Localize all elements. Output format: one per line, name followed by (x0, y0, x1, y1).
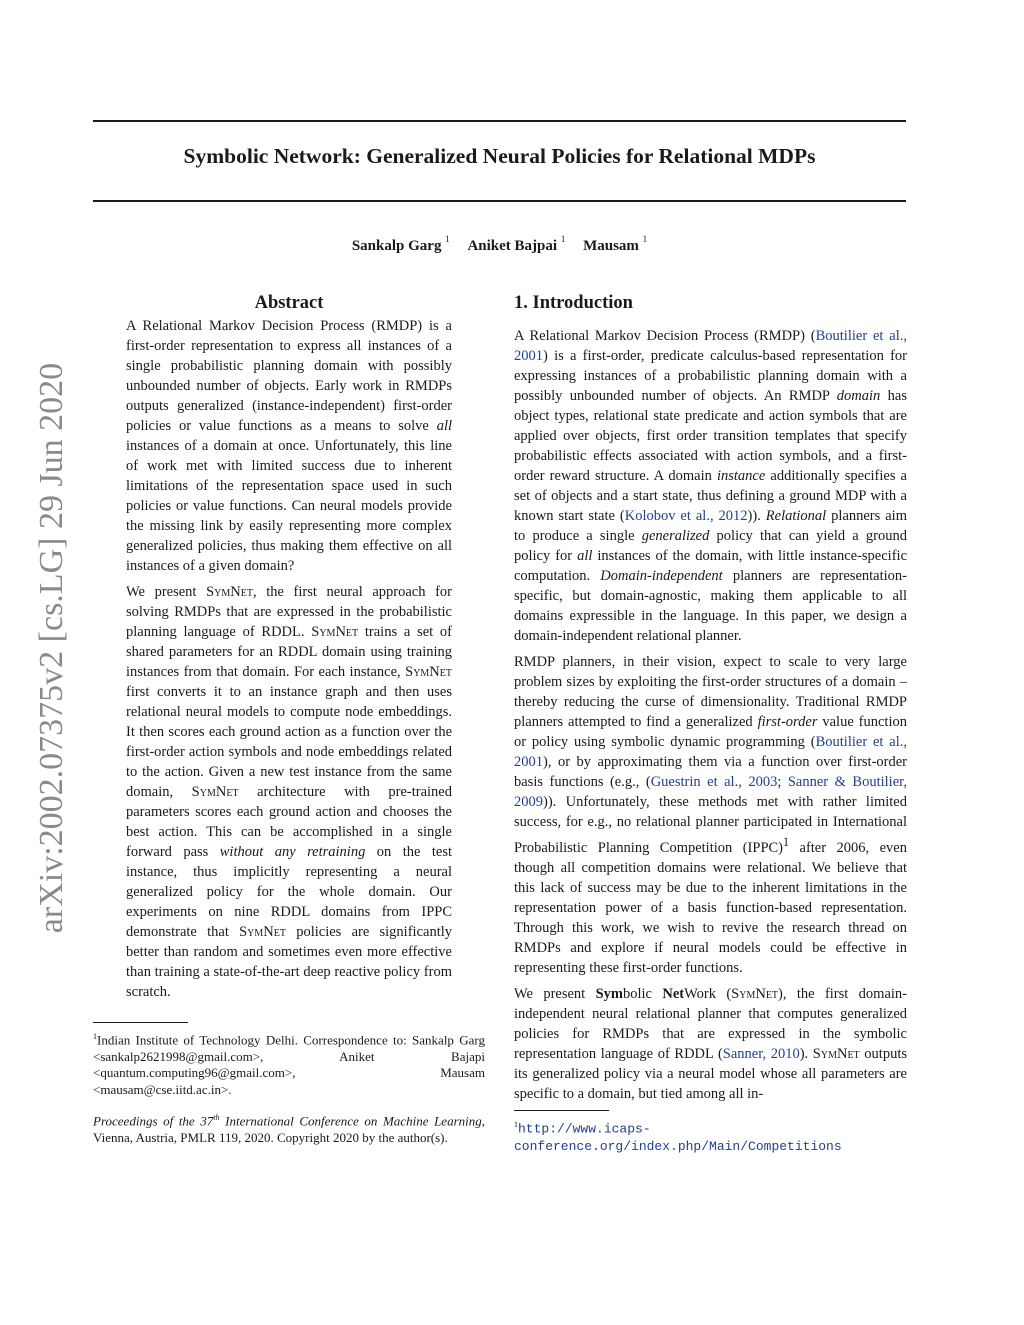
citation-link[interactable]: Boutilier et al., 2001 (514, 734, 908, 770)
introduction-heading: 1. Introduction (514, 293, 633, 313)
citation-link[interactable]: Sanner & Boutilier, 2009 (514, 774, 908, 810)
author: Mausam $^1$ (583, 234, 648, 254)
paper-title: Symbolic Network: Generalized Neural Policies for Relational MDPs (183, 144, 816, 168)
footnote-url-link[interactable]: http://www.icaps-conference.org/index.php/Main/Competitions (514, 1121, 842, 1154)
citation-link[interactable]: Kolobov et al., 2012 (624, 508, 748, 524)
intro-paragraph: We present Symbolic NetWork (SymNet), the first domain-independent neural relational planner that computes generalized policies for RMDPs that are expressed in the symbolic representation language of RDDL (Sanner, 2010). SymNet outputs its generalized policy via a neural model whose all parameters are specific to a domain, but tied among all in- (514, 985, 907, 1102)
footnote-rule (93, 1022, 188, 1023)
title-rule-top (93, 120, 906, 122)
title-rule-bottom (93, 200, 906, 202)
author: Aniket Bajpai $^1$ (467, 234, 566, 254)
footnote-rule (514, 1110, 609, 1111)
abstract-body (93, 316, 452, 1002)
citation-link[interactable]: Boutilier et al., 2001 (514, 328, 907, 364)
abstract-paragraph: We present SymNet, the first neural approach for solving RMDPs that are expressed in the probabilistic planning language of RDDL. SymNet trains a set of shared parameters for an RDDL domain using training instances from that domain. For each instance, SymNet first converts it to an instance graph and then uses relational neural models to compute node embeddings. It then scores each ground action as a function over the first-order action symbols and node embeddings related to the action. Given a new test instance from the same domain, SymNet architecture with pre-trained parameters scores each ground action and chooses the best action. This can be accomplished in a single forward pass without any retraining on the test instance, thus implicitly representing a neural generalized policy for the whole domain. Our experiments on nine RDDL domains from IPPC demonstrate that SymNet policies are significantly better than random and sometimes even more effective than training a state-of-the-art deep reactive policy from scratch. (126, 584, 453, 1000)
citation-link[interactable]: Sanner, 2010 (722, 1045, 800, 1062)
author: Sankalp Garg $^1$ (351, 234, 450, 254)
left-column (93, 290, 485, 1159)
intro-paragraph: RMDP planners, in their vision, expect to scale to very large problem sizes by exploiting the first-order structures of a domain – thereby reducing the curse of dimensionality. Traditional RMDP planners attempted to find a generalized first-order value function or policy using symbolic dynamic programming (Boutilier et al., 2001), or by approximating them via a function over first-order basis functions (e.g., (Guestrin et al., 2003; Sanner & Boutilier, 2009)). Unfortunately, these methods met with rather limited success, for e.g., no relational planner participated in International Probabilistic Planning Competition (IPPC)$^1$ after 2006, even though all competition domains were relational. We believe that this lack of success may be due to the inherent limitations in the representation power of a basis function-based representation. Through this work, we wish to revive the research thread on RMDPs and explore if neural models could be effective in representing these first-order functions. (514, 654, 908, 976)
footnote-marker[interactable]: 1 (783, 835, 790, 849)
arxiv-stamp: arXiv:2002.07375v2 [cs.LG] 29 Jun 2020 (33, 362, 70, 934)
proceedings-note: Proceedings of the 37th International Conference on Machine Learning, Vienna, Austria, PMLR 119, 2020. Copyright 2020 by the author(s). (93, 1113, 485, 1146)
intro-paragraph: A Relational Markov Decision Process (RMDP) (Boutilier et al., 2001) is a first-order, predicate calculus-based representation for expressing instances of a probabilistic planning domain with a possibly unbounded number of objects. An RMDP domain has object types, relational state predicate and action symbols that are applied over objects, first order transition templates that specify probabilistic effects associated with action symbols, and a first-order reward structure. A domain instance additionally specifies a set of objects and a start state, thus defining a ground MDP with a known start state (Kolobov et al., 2012)). Relational planners aim to produce a single generalized policy that can yield a ground policy for all instances of the domain, with little instance-specific computation. Domain-independent planners are representation-specific, but domain-agnostic, making them applicable to all domains expressible in the language. In this paper, we design a domain-independent relational planner. (514, 328, 908, 644)
citation-link[interactable]: Guestrin et al., 2003 (650, 774, 778, 790)
author-list (93, 236, 906, 255)
abstract-heading: Abstract (254, 293, 324, 313)
affiliation-footnote: $^1$Indian Institute of Technology Delhi. Correspondence to: Sankalp Garg <sankalp2621998@gmail.com>, Aniket Bajapi <quantum.computing96@gmail.com>, Mausam <mausam@cse.iitd.ac.in>. (93, 1032, 485, 1097)
right-column (514, 290, 907, 1167)
url-footnote: $^1$http://www.icaps-conference.org/index.php/Main/Competitions (514, 1119, 842, 1154)
abstract-paragraph: A Relational Markov Decision Process (RMDP) is a first-order representation to express all instances of a single probabilistic planning domain with possibly unbounded number of objects. Early work in RMDPs outputs generalized (instance-independent) first-order policies or value functions as a means to solve all instances of a domain at once. Unfortunately, this line of work met with limited success due to inherent limitations of the representation space used in such policies or value functions. Can neural models provide the missing link by easily representing more complex generalized policies, thus making them effective on all instances of a given domain? (126, 318, 452, 574)
